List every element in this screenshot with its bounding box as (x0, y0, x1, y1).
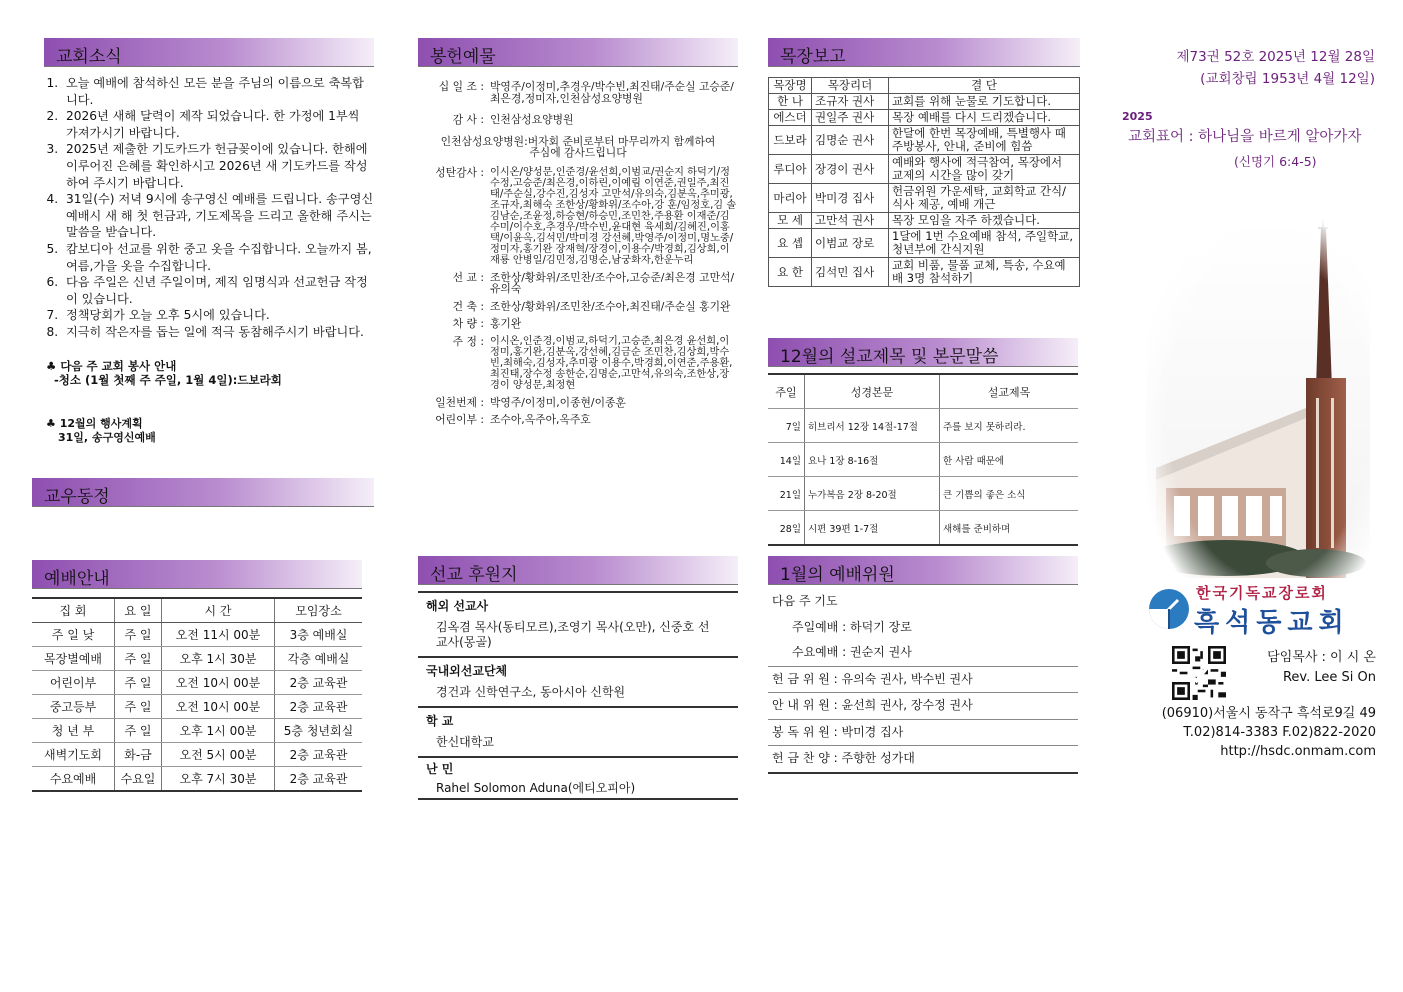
offering-text: 이시온/양성문,인준경/윤선희,이범교/권순지 하덕기/정수정,고승준/최은경,이하린,이예림 이연준,권일주,최진태/주순실,강수진,김성자 고만석/유의숙,김분옥,추미광,조규자,최해숙 조한상/황화위/조수아,강 훈/임정호,김 솔 김남순,조윤정,하승현/하승민,조민찬,주용환 이재준/김수미/이수호,추경우/박수빈,윤대현 육세희/김혜진,이홍택/이윤옥,김석민/박미경 강선혜,박영주/이정미,명노중/정미자,홍기완 장재혁/장경이,이용수/박경희,김상희,이재룡 안병일/김민정,김명순,남궁화자,한운누리 (490, 166, 737, 266)
church-logo (1146, 582, 1376, 636)
offering-title: 봉헌예물 (430, 47, 496, 67)
table-row (32, 695, 362, 719)
table-row (769, 229, 1080, 258)
committee-row: 봉 독 위 원 : 박미경 집사 (768, 720, 1078, 747)
pastoral-title: 목장보고 (780, 47, 846, 67)
worship-col-header: 요 일 (115, 598, 162, 623)
event-line: 31일, 송구영신예배 (58, 430, 156, 444)
cell: 누가복음 2장 8-20절 (805, 477, 940, 511)
offering-text: 인천삼성요양병원 (490, 113, 574, 126)
sermon-section (768, 338, 1078, 546)
pastor-en: Rev. Lee Si On (1282, 670, 1376, 685)
table-row (32, 647, 362, 671)
committee-row: 주일예배 : 하덕기 장로 (792, 619, 912, 634)
cell: 목장 모임을 자주 하겠습니다. (889, 213, 1080, 229)
cell: 에스더 (769, 110, 812, 126)
offering-text: 조수아,옥주아,옥주호 (490, 413, 591, 426)
column-2 (418, 38, 738, 432)
cell: 수요일 (115, 767, 162, 792)
cell: 3층 예배실 (275, 623, 363, 647)
cell: 오전 10시 00분 (162, 695, 275, 719)
worship-title: 예배안내 (44, 569, 110, 589)
qr-code (1172, 646, 1226, 700)
cell: 오전 11시 00분 (162, 623, 275, 647)
news-title: 교회소식 (56, 47, 122, 67)
cell: 요 한 (769, 258, 812, 287)
mission-section-head: 학 교 (418, 706, 738, 731)
committee-row: 헌 금 위 원 : 유의숙 권사, 박수빈 권사 (768, 667, 1078, 694)
sermon-header (768, 338, 1078, 367)
cell: 5층 청년회실 (275, 719, 363, 743)
cell: 김명순 권사 (812, 126, 889, 155)
cell: 주 일 (115, 671, 162, 695)
cell: 2층 교육관 (275, 671, 363, 695)
news-item: 7. 정책당회가 오늘 오후 5시에 있습니다. (62, 307, 374, 324)
members-header (32, 478, 374, 507)
church-building-illustration (1146, 218, 1370, 578)
qr-code-icon (1172, 646, 1226, 700)
cell: 고만석 권사 (812, 213, 889, 229)
committee-header (768, 556, 1078, 585)
cell: 요나 1장 8-16절 (805, 443, 940, 477)
table-row (768, 443, 1078, 477)
mission-section-body: Rahel Solomon Aduna(에티오피아) (418, 779, 738, 800)
cell: 예배와 행사에 적극참여, 목장에서 교제의 시간을 많이 갖기 (889, 155, 1080, 184)
table-row (768, 511, 1078, 546)
offering-label: 어린이부 : (435, 413, 484, 426)
cell: 7일 (768, 409, 805, 443)
offering-note: 인천삼성요양병원:버자회 준비로부터 마무리까지 함께하여 주심에 감사드립니다 (440, 134, 716, 159)
offering-row (418, 81, 738, 104)
offering-header (418, 38, 738, 67)
service-title: ♣ 다음 주 교회 봉사 안내 (46, 358, 177, 373)
cell: 조규자 권사 (812, 94, 889, 110)
cell: 오전 10시 00분 (162, 671, 275, 695)
mission-section-body: 김옥겸 목사(동티모르),조영기 목사(오만), 신중호 선교사(몽골) (436, 620, 710, 649)
committee-section (768, 556, 1078, 774)
cell: 모 세 (769, 213, 812, 229)
offering-text: 홍기완 (490, 317, 522, 330)
cell: 이범교 장로 (812, 229, 889, 258)
cell: 주 일 (115, 695, 162, 719)
offering-row (418, 397, 738, 409)
mission-header (418, 556, 738, 585)
committee-row: 다음 주 기도 (772, 594, 838, 608)
mission-section-body: 경건과 신학연구소, 동아시아 신학원 (436, 685, 626, 699)
column-1 (32, 38, 374, 445)
mission-section-head: 국내외선교단체 (418, 656, 738, 681)
offering-row (418, 318, 738, 330)
table-row (32, 671, 362, 695)
pastoral-table (768, 77, 1080, 287)
motto-year: 2025 (1122, 110, 1153, 123)
phone: T.02)814-3383 F.02)822-2020 (1183, 725, 1376, 740)
cell: 14일 (768, 443, 805, 477)
cell: 권일주 권사 (812, 110, 889, 126)
table-row (32, 743, 362, 767)
offering-label: 감 사 : (452, 113, 484, 126)
table-row (769, 184, 1080, 213)
sermon-col-header: 주일 (768, 374, 805, 409)
sermon-col-header: 성경본문 (805, 374, 940, 409)
offering-label: 차 량 : (452, 317, 484, 330)
cell: 주 일 낮 (32, 623, 115, 647)
cell: 큰 기쁨의 좋은 소식 (940, 477, 1079, 511)
service-line: -청소 (1월 첫째 주 주일, 1월 4일):드보라회 (54, 372, 282, 387)
cell: 교회 비품, 물품 교체, 특송, 수요예배 3명 참석하기 (889, 258, 1080, 287)
mission-section (418, 556, 738, 800)
offering-text: 박영주/이정미,이종현/이종훈 (490, 395, 626, 409)
news-header (44, 38, 374, 67)
cell: 새해를 준비하며 (940, 511, 1079, 546)
mission-section-head: 난 민 (418, 756, 738, 779)
church-name: 흑석동교회 (1194, 608, 1350, 638)
worship-col-header: 집 회 (32, 598, 115, 623)
cell: 2층 교육관 (275, 767, 363, 792)
table-row (769, 94, 1080, 110)
table-row (769, 110, 1080, 126)
pastor-label: 담임목사 : 이 시 온 (1267, 650, 1376, 665)
table-row (768, 477, 1078, 511)
offering-row (418, 414, 738, 426)
table-row (769, 126, 1080, 155)
cell: 한달에 한번 목장예배, 특별행사 때 주방봉사, 안내, 준비에 힘씀 (889, 126, 1080, 155)
cell: 오후 1시 00분 (162, 719, 275, 743)
worship-table (32, 597, 362, 792)
cell: 한 나 (769, 94, 812, 110)
cell: 장경이 권사 (812, 155, 889, 184)
table-row (769, 213, 1080, 229)
mission-section-body: 한신대학교 (436, 735, 494, 749)
table-row (769, 155, 1080, 184)
news-item: 4. 31일(수) 저녁 9시에 송구영신 예배를 드립니다. 송구영신 예배시 새 해 첫 헌금과, 기도제목을 드리고 올한해 주시는 말씀을 받습니다. (62, 191, 374, 241)
committee-title: 1월의 예배위원 (780, 565, 895, 585)
cell: 목장별예배 (32, 647, 115, 671)
cell: 21일 (768, 477, 805, 511)
cell: 오전 5시 00분 (162, 743, 275, 767)
cell: 어린이부 (32, 671, 115, 695)
cell: 오후 7시 30분 (162, 767, 275, 792)
event-title: ♣ 12월의 행사계획 (46, 416, 143, 430)
mission-title: 선교 후원지 (430, 565, 518, 585)
cell: 주 일 (115, 719, 162, 743)
cell: 주를 보지 못하리라. (940, 409, 1079, 443)
cell: 28일 (768, 511, 805, 546)
offering-label: 십 일 조 : (438, 80, 484, 93)
offering-text: 조한상/황화위/조민찬/조수아,고승준/최은경 고만석/유의숙 (490, 270, 735, 295)
cell: 헌금위원 가운세탁, 교회학교 간식/식사 제공, 예배 개근 (889, 184, 1080, 213)
offering-label: 일천번제 : (435, 395, 484, 409)
denomination-name: 한국기독교장로회 (1196, 584, 1328, 602)
offering-row (418, 301, 738, 313)
worship-col-header: 시 간 (162, 598, 275, 623)
cell: 주 일 (115, 623, 162, 647)
committee-row: 안 내 위 원 : 윤선희 권사, 장수정 권사 (768, 693, 1078, 720)
cell: 2층 교육관 (275, 743, 363, 767)
cell: 마리아 (769, 184, 812, 213)
offering-label: 주 정 : (452, 334, 484, 348)
offering-row (418, 336, 738, 391)
table-row (32, 767, 362, 792)
cell: 한 사람 때문에 (940, 443, 1079, 477)
contact-info (1130, 704, 1376, 761)
committee-row: 헌 금 찬 양 : 주향한 성가대 (768, 746, 1078, 774)
pastor-info (1236, 648, 1376, 688)
pastoral-col-header: 목장명 (769, 78, 812, 94)
offering-label: 성탄감사 : (435, 165, 484, 179)
offering-row (418, 167, 738, 266)
worship-col-header: 모임장소 (275, 598, 363, 623)
motto-block (1122, 110, 1372, 170)
pastoral-col-header: 결 단 (889, 78, 1080, 94)
cell: 청 년 부 (32, 719, 115, 743)
cell: 목장 예배를 다시 드리겠습니다. (889, 110, 1080, 126)
news-item: 6. 다음 주일은 신년 주일이며, 제직 임명식과 선교헌금 작정이 있습니다. (62, 274, 374, 307)
sermon-table (768, 373, 1078, 546)
cell: 시편 39편 1-7절 (805, 511, 940, 546)
news-item: 5. 캄보디아 선교를 위한 중고 옷을 수집합니다. 오늘까지 봄,여름,가을 옷을 수집합니다. (62, 241, 374, 274)
worship-header (32, 560, 362, 589)
offering-label: 선 교 : (452, 270, 484, 284)
cell: 각층 예배실 (275, 647, 363, 671)
cell: 교회를 위해 눈물로 기도합니다. (889, 94, 1080, 110)
cell: 김석민 집사 (812, 258, 889, 287)
cell: 박미경 집사 (812, 184, 889, 213)
website-link[interactable]: http://hsdc.onmam.com (1220, 744, 1376, 759)
table-row (769, 258, 1080, 287)
cell: 새벽기도회 (32, 743, 115, 767)
motto-verse: (신명기 6:4-5) (1234, 154, 1317, 169)
table-row (32, 719, 362, 743)
cell: 화-금 (115, 743, 162, 767)
cell: 수요예배 (32, 767, 115, 792)
sermon-col-header: 설교제목 (940, 374, 1079, 409)
committee-row: 수요예배 : 권순지 권사 (768, 640, 1078, 667)
news-item: 1. 오늘 예배에 참석하신 모든 분을 주님의 이름으로 축복합니다. (62, 75, 374, 108)
issue-line-2: (교회창립 1953년 4월 12일) (1200, 71, 1375, 87)
offering-row (418, 272, 738, 295)
church-photo (1146, 218, 1370, 578)
cell: 1달에 1번 수요예배 참석, 주일학교, 청년부에 간식지원 (889, 229, 1080, 258)
mission-section-head: 해외 선교사 (418, 591, 738, 616)
offering-text: 이시온,인준경,이범교,하덕기,고승준,최은경 윤선희,이정미,홍기완,김분옥,강선혜,김금순 조민찬,김상희,박수빈,최해숙,김성자,추미광 이용수,박경희,이연준,주용환,최진태,장수정 송한순,김명순,고만석,유의숙,조한상,장경이 양성문,최정현 (490, 335, 733, 391)
issue-info (1130, 46, 1375, 90)
address: (06910)서울시 동작구 흑석로9길 49 (1161, 706, 1376, 721)
news-item: 2. 2026년 새해 달력이 제작 되었습니다. 한 가정에 1부씩 가져가시기 바랍니다. (62, 108, 374, 141)
sermon-title: 12월의 설교제목 및 본문말씀 (780, 347, 999, 367)
column-3 (768, 38, 1080, 287)
offering-text: 조한상/황화위/조민찬/조수아,최진태/주순실 홍기완 (490, 299, 731, 313)
denomination-logo-icon (1146, 586, 1192, 632)
cell: 주 일 (115, 647, 162, 671)
pastoral-header (768, 38, 1080, 67)
cell: 드보라 (769, 126, 812, 155)
pastoral-col-header: 목장리더 (812, 78, 889, 94)
cell: 요 셉 (769, 229, 812, 258)
motto-text: 교회표어 : 하나님을 바르게 알아가자 (1128, 129, 1362, 145)
cell: 중고등부 (32, 695, 115, 719)
offering-text: 박영주/이정미,추경우/박수빈,최진태/주순실 고승준/최은경,정미자,인천삼성요양병원 (490, 80, 734, 105)
cell: 2층 교육관 (275, 695, 363, 719)
offering-label: 건 축 : (452, 299, 484, 313)
offering-row (418, 114, 738, 126)
worship-section (32, 560, 362, 792)
cell: 오후 1시 30분 (162, 647, 275, 671)
news-list (32, 75, 374, 341)
table-row (768, 409, 1078, 443)
table-row (32, 623, 362, 647)
cell: 히브리서 12장 14절-17절 (805, 409, 940, 443)
issue-line-1: 제73권 52호 2025년 12월 28일 (1176, 49, 1375, 65)
members-title: 교우동정 (44, 487, 110, 507)
cell: 루디아 (769, 155, 812, 184)
news-item: 3. 2025년 제출한 기도카드가 헌금꽂이에 있습니다. 한해에 이루어진 은혜를 확인하시고 2026년 새 기도카드를 작성하여 주시기 바랍니다. (62, 141, 374, 191)
news-item: 8. 지극히 작은자를 돕는 일에 적극 동참해주시기 바랍니다. (62, 324, 374, 341)
